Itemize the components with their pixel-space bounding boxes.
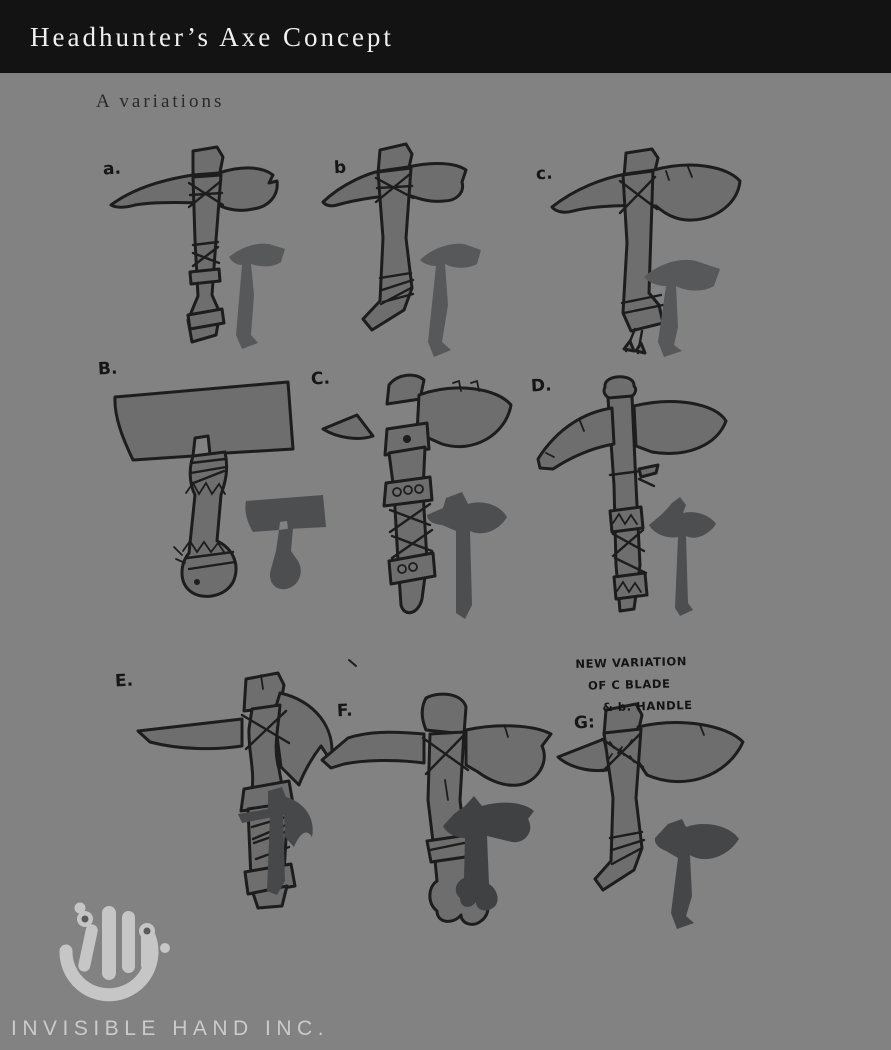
axe-B-blade (115, 382, 293, 460)
variant-label-B: B. (97, 358, 118, 380)
axe-drawing-F (315, 690, 560, 940)
variant-cell-b (320, 140, 500, 370)
axe-D-right-blade (634, 402, 726, 454)
stray-mark (347, 658, 359, 670)
axe-drawing-C (305, 365, 520, 635)
axe-silhouette-a (229, 244, 285, 349)
axe-E-left-spike (138, 719, 242, 749)
variant-cell-G (550, 700, 760, 935)
variant-cell-c (520, 145, 755, 365)
variant-label-F: F. (336, 700, 354, 722)
page-title: Headhunter’s Axe Concept (30, 22, 394, 52)
axe-C-blade (417, 388, 511, 447)
axe-drawing-b (320, 140, 500, 370)
variant-label-c: c. (535, 163, 554, 185)
company-name: INVISIBLE HAND INC. (11, 1017, 330, 1040)
axe-B-main (115, 382, 293, 596)
variant-label-E: E. (114, 670, 134, 692)
variant-label-G: G: (573, 712, 596, 734)
axe-F-head (422, 694, 466, 734)
annotation-line: OF C BLADE (587, 676, 671, 693)
subtitle: A variations (96, 91, 225, 112)
variant-cell-E (100, 665, 345, 910)
axe-drawing-E (100, 665, 345, 910)
variant-cell-C (305, 365, 520, 635)
hand-logo-icon (52, 896, 172, 1011)
axe-drawing-B (90, 355, 340, 620)
variant-cell-F (315, 690, 560, 940)
axe-C-left-spike (323, 415, 373, 438)
axe-G-main (558, 704, 743, 890)
header-bar (0, 0, 891, 73)
variant-label-D: D. (530, 375, 553, 397)
axe-silhouette-D (649, 497, 716, 616)
variant-label-C: C. (310, 368, 331, 390)
variant-label-b: b (333, 157, 347, 179)
variant-cell-B (90, 355, 340, 620)
variant-cell-D (520, 365, 740, 640)
axe-drawing-c (520, 145, 755, 365)
annotation-line: & b. HANDLE (602, 697, 693, 714)
axe-silhouette-b (420, 244, 481, 357)
axe-drawing-G (550, 700, 760, 935)
axe-F-right-blade (466, 726, 551, 785)
annotation-line: NEW VARIATION (575, 654, 688, 671)
axe-drawing-D (520, 365, 740, 640)
axe-E-main (138, 673, 332, 908)
axe-F-left-blade (322, 732, 424, 768)
axe-D-left-blade (538, 408, 614, 469)
axe-drawing-a (95, 145, 310, 360)
variant-cell-a (95, 145, 310, 360)
axe-C-main (323, 375, 511, 613)
annotation-note (575, 650, 727, 719)
axe-silhouette-C (427, 492, 507, 619)
invisible-hand-logo (52, 896, 172, 1011)
axe-D-main (538, 377, 726, 611)
axe-G-left-blade (558, 739, 611, 771)
variant-label-a: a. (102, 158, 122, 180)
axe-G-right-blade (637, 723, 743, 782)
axe-c-main (552, 149, 740, 353)
axe-silhouette-G (655, 819, 739, 929)
